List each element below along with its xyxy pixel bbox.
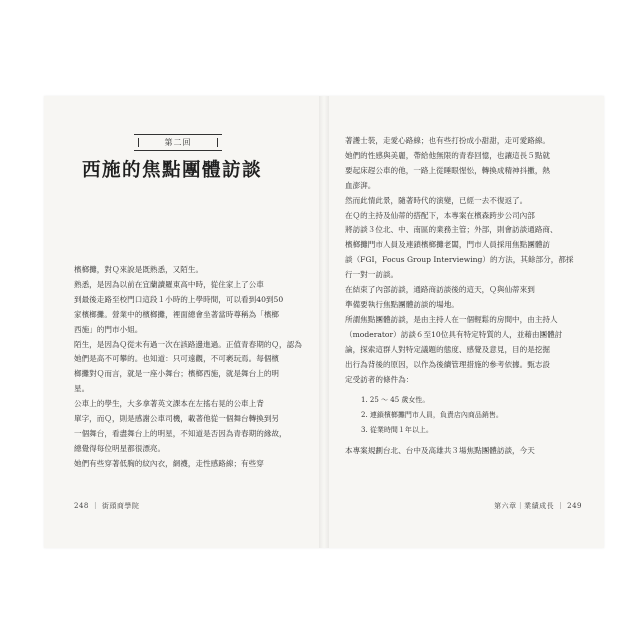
text-line: 準備要執行焦點團體訪談的場地。 [345, 299, 459, 309]
text-line: 出行為背後的原因，以作為後續管理措施的參考依據。甄志設 [345, 359, 551, 369]
text-line: 檳榔攤，對Ｑ來說是既熟悉，又陌生。 [74, 265, 204, 274]
right-body-text [345, 134, 585, 459]
text-line: 然而此情此景，隨著時代的演變，已經一去不復返了。 [345, 195, 528, 205]
criteria-list [345, 393, 585, 438]
folio-separator: ｜ [91, 502, 100, 510]
text-line: 她們有些穿著低胸的紋內衣，網襪，走性感路線；有些穿 [74, 458, 264, 468]
text-line: 行一對一訪談。 [345, 270, 399, 280]
list-item: 2. 連鎖檳榔攤門市人員，負責店內商品銷售。 [361, 411, 503, 420]
section-title: 西施的焦點團體訪談 [82, 160, 263, 181]
text-line: 血澎湃。 [345, 180, 376, 190]
text-line: 要起床趕公車的他，一路上從睡眼惺忪，轉換成精神抖擻，熱 [345, 165, 551, 175]
right-folio [494, 501, 582, 511]
text-line: 談（FGI，Focus Group Interviewing）的方法，其餘部分，都採 [345, 255, 574, 265]
book-title: 街頭商學院 [101, 502, 140, 510]
text-line: 在Ｑ的主持及仙蒂的搭配下，本專案在檳森跨步公司內部 [345, 210, 535, 220]
chapter-title: 第六章｜業績成長 [494, 502, 555, 510]
text-line: （moderator）訪談６至10位具有特定特質的人，並藉由團體討 [345, 329, 563, 339]
text-line: 她們的性感與美麗，帶給他無限的青春回憶，也讓這長５點就 [345, 150, 551, 160]
text-line: 到最後走路至校門口這段１小時的上學時間，可以看到40到50 [74, 294, 284, 304]
chapter-label: 第二回 [134, 134, 222, 151]
text-line: 定受訪者的條件為： [345, 374, 414, 384]
page-number: 249 [567, 502, 582, 510]
left-folio [74, 501, 139, 511]
text-line: 公車上的學生，大多拿著英文課本在左搖右晃的公車上背 [74, 399, 264, 409]
list-item: 3. 從業時間１年以上。 [361, 426, 433, 435]
text-line: 她們是高不可攀的。也知道：只可遠觀，不可褻玩焉。每個檳 [74, 354, 280, 364]
right-page [329, 96, 604, 548]
text-line: 本專案規劃台北、台中及高雄共３場焦點團體訪談，今天 [345, 446, 535, 456]
text-line: 在結束了內部訪談，通路商訪談後的這天，Ｑ與仙蒂來到 [345, 285, 535, 295]
text-line: 一個舞台，看盡舞台上的明星，不知道是否因為青春期的緣故， [74, 428, 287, 438]
text-line: 著護士裝，走愛心路線；也有些打扮成小甜甜，走可愛路線。 [345, 136, 551, 145]
left-body-text [74, 263, 314, 472]
text-line: 熟悉，是因為以前在宜蘭讀羅東高中時，從住家上了公車 [74, 279, 264, 289]
text-line: 總覺得每位明星都很漂亮。 [74, 443, 166, 453]
text-line: 論，探索這群人對特定議題的態度、感覺及意見，目的是挖掘 [345, 344, 551, 354]
text-line: 西施」的門市小姐。 [74, 324, 143, 334]
text-line: 陌生，是因為Ｑ從未有過一次在該路邊進過。正值青春期的Ｑ，認為 [74, 339, 302, 349]
text-line: 單字，而Ｑ，則是感謝公車司機，載著他從一個舞台轉換到另 [74, 414, 280, 424]
text-line: 榔攤對Ｑ而言，就是一座小舞台；檳榔西施，就是舞台上的明 [74, 369, 280, 379]
left-page [44, 96, 319, 548]
page-number: 248 [74, 502, 89, 510]
text-line: 將訪談３位北、中、南區的業務主管；外部，則會訪談通路商、 [345, 225, 558, 235]
text-line: 所謂焦點團體訪談，是由主持人在一個輕鬆的房間中，由主持人 [345, 314, 558, 324]
folio-separator: ｜ [556, 502, 565, 510]
text-line: 星。 [74, 384, 90, 394]
book-gutter [319, 96, 329, 548]
text-line: 檳榔攤門市人員及連鎖檳榔攤老闆，門市人員採用焦點團體訪 [345, 240, 551, 250]
list-item: 1. 25 ～ 45 歲女性。 [361, 396, 430, 405]
text-line: 家檳榔攤。營業中的檳榔攤，裡面總會坐著當時尊稱為「檳榔 [74, 309, 280, 319]
